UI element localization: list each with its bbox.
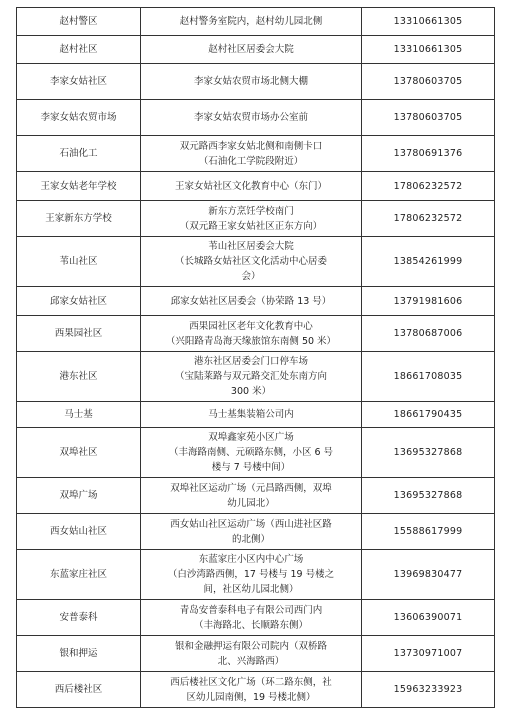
table-row: [17, 636, 495, 672]
table-row: [17, 550, 495, 600]
site-location-line: 会）: [241, 271, 261, 282]
site-location-line: 双埠社区运动广场（元昌路西侧，双埠: [170, 482, 332, 494]
site-name-cell: 马士基: [17, 402, 141, 428]
site-location-line: （兴阳路青岛海天缘旅馆东南侧 50 米）: [165, 335, 337, 347]
site-location-line: 港东社区居委会门口停车场: [193, 356, 308, 367]
table-row: [17, 64, 495, 100]
site-name-cell: 王家新东方学校: [17, 201, 141, 237]
table-row: [17, 8, 495, 36]
site-name-cell: 双埠广场: [17, 478, 141, 514]
site-location-cell: [141, 64, 362, 100]
site-location-line: 王家女姑社区文化教育中心（东门）: [174, 180, 327, 192]
table-row: [17, 402, 495, 428]
site-location-line: 西女姑山社区运动广场（西山进社区路: [170, 518, 332, 530]
site-location-cell: [141, 402, 362, 428]
site-phone-cell: 13780603705: [362, 100, 495, 136]
site-location-cell: [141, 672, 362, 708]
table-row: [17, 201, 495, 237]
site-location-line: 西果园社区老年文化教育中心: [189, 320, 313, 332]
site-phone-cell: 13695327868: [362, 428, 495, 478]
site-location-cell: [141, 352, 362, 402]
site-location-cell: [141, 8, 362, 36]
site-name-cell: 石油化工: [17, 136, 141, 172]
site-location-line: 马士基集装箱公司内: [208, 409, 294, 420]
site-location-line: （石油化工学院段附近）: [198, 155, 304, 167]
site-location-line: （宝陆莱路与双元路交汇处东南方向: [174, 371, 327, 382]
site-location-line: 双元路西李家女姑北侧和南侧卡口: [179, 140, 323, 152]
table-row: [17, 172, 495, 201]
site-name-cell: 西果园社区: [17, 316, 141, 352]
site-name-cell: 西女姑山社区: [17, 514, 141, 550]
site-name-cell: 银和押运: [17, 636, 141, 672]
table-row: [17, 36, 495, 64]
site-phone-cell: 18661790435: [362, 402, 495, 428]
site-location-cell: [141, 514, 362, 550]
table-row: [17, 316, 495, 352]
site-phone-cell: 15588617999: [362, 514, 495, 550]
table-row: [17, 237, 495, 287]
table-row: [17, 352, 495, 402]
site-location-cell: [141, 600, 362, 636]
site-location-line: 银和金融押运有限公司院内（双桥路: [174, 640, 327, 652]
site-phone-cell: 13606390071: [362, 600, 495, 636]
site-location-cell: [141, 237, 362, 287]
site-location-line: 新东方烹饪学校南门: [208, 205, 294, 217]
site-phone-cell: 13310661305: [362, 36, 495, 64]
site-location-line: 青岛安普泰科电子有限公司西门内: [179, 604, 323, 616]
site-phone-cell: 13780691376: [362, 136, 495, 172]
site-location-line: 李家女姑农贸市场办公室前: [193, 112, 308, 123]
site-table: [16, 7, 495, 708]
site-phone-cell: 13791981606: [362, 287, 495, 316]
site-phone-cell: 13730971007: [362, 636, 495, 672]
site-location-line: 间，社区幼儿园北侧）: [203, 584, 299, 595]
site-location-line: （丰海路南侧、元硕路东侧，小区 6 号: [168, 447, 334, 458]
site-name-cell: 赵村警区: [17, 8, 141, 36]
site-table-body: [17, 8, 495, 708]
site-name-cell: 安普泰科: [17, 600, 141, 636]
site-phone-cell: 13969830477: [362, 550, 495, 600]
site-location-cell: [141, 550, 362, 600]
site-location-line: 东蓝家庄小区内中心广场: [198, 554, 304, 565]
site-location-line: 300 米）: [230, 386, 272, 397]
site-location-line: 双埠鑫家苑小区广场: [208, 432, 294, 443]
site-location-cell: [141, 478, 362, 514]
site-phone-cell: 13310661305: [362, 8, 495, 36]
site-location-cell: [141, 287, 362, 316]
table-row: [17, 672, 495, 708]
site-phone-cell: 13780687006: [362, 316, 495, 352]
site-location-line: 北、兴海路西）: [217, 655, 285, 667]
site-location-line: 区幼儿园南侧，19 号楼北侧）: [186, 691, 316, 703]
table-row: [17, 428, 495, 478]
table-row: [17, 600, 495, 636]
site-location-line: （双元路王家女姑社区正东方向）: [179, 220, 323, 232]
site-phone-cell: 15963233923: [362, 672, 495, 708]
site-name-cell: 苇山社区: [17, 237, 141, 287]
site-name-cell: 港东社区: [17, 352, 141, 402]
table-row: [17, 478, 495, 514]
site-phone-cell: 13695327868: [362, 478, 495, 514]
site-phone-cell: 17806232572: [362, 172, 495, 201]
site-location-cell: [141, 136, 362, 172]
table-row: [17, 287, 495, 316]
site-location-cell: [141, 100, 362, 136]
site-name-cell: 李家女姑农贸市场: [17, 100, 141, 136]
table-row: [17, 136, 495, 172]
site-phone-cell: 17806232572: [362, 201, 495, 237]
site-location-line: 赵村社区居委会大院: [208, 44, 294, 55]
site-location-line: 苇山社区居委会大院: [208, 241, 294, 252]
site-location-line: （丰海路北、长顺路东侧）: [193, 619, 308, 631]
site-location-cell: [141, 201, 362, 237]
site-name-cell: 东蓝家庄社区: [17, 550, 141, 600]
site-location-line: 邱家女姑社区居委会（协荣路 13 号）: [170, 295, 332, 307]
table-row: [17, 100, 495, 136]
site-location-cell: [141, 636, 362, 672]
site-name-cell: 邱家女姑社区: [17, 287, 141, 316]
site-location-line: 楼与 7 号楼中间）: [211, 462, 291, 473]
site-phone-cell: 18661708035: [362, 352, 495, 402]
site-phone-cell: 13854261999: [362, 237, 495, 287]
site-name-cell: 双埠社区: [17, 428, 141, 478]
site-location-cell: [141, 428, 362, 478]
site-location-cell: [141, 172, 362, 201]
site-phone-cell: 13780603705: [362, 64, 495, 100]
site-location-line: （长城路女姑社区文化活动中心居委: [174, 256, 327, 267]
site-name-cell: 李家女姑社区: [17, 64, 141, 100]
site-location-cell: [141, 316, 362, 352]
site-location-line: 西后楼社区文化广场（环二路东侧，社: [170, 676, 332, 688]
site-location-line: 赵村警务室院内，赵村幼儿园北侧: [179, 16, 323, 27]
site-name-cell: 赵村社区: [17, 36, 141, 64]
table-row: [17, 514, 495, 550]
site-location-line: 幼儿园北）: [227, 497, 275, 509]
site-location-line: 的北侧）: [231, 533, 270, 545]
site-name-cell: 王家女姑老年学校: [17, 172, 141, 201]
site-name-cell: 西后楼社区: [17, 672, 141, 708]
site-location-cell: [141, 36, 362, 64]
site-location-line: （白沙湾路西侧，17 号楼与 19 号楼之: [167, 569, 335, 580]
site-location-line: 李家女姑农贸市场北侧大棚: [193, 76, 308, 87]
